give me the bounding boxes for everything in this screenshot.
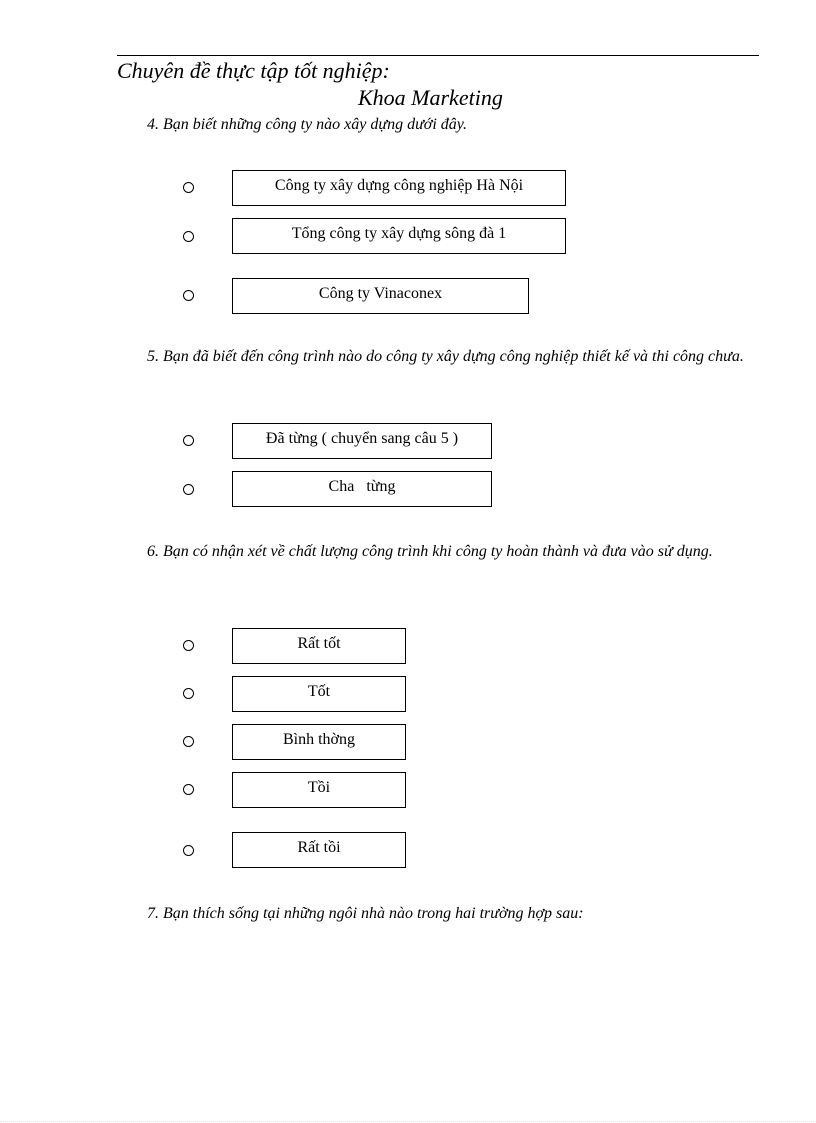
q6-option-3-box[interactable]: Bình thờng bbox=[232, 724, 406, 760]
q6-option-2-radio[interactable] bbox=[183, 688, 194, 699]
question-4: 4. Bạn biết những công ty nào xây dựng dưới đây. bbox=[147, 116, 467, 133]
page-bottom-edge bbox=[0, 1121, 816, 1122]
q6-option-4-radio[interactable] bbox=[183, 784, 194, 795]
q6-option-2-box[interactable]: Tốt bbox=[232, 676, 406, 712]
q5-option-1-radio[interactable] bbox=[183, 435, 194, 446]
q6-option-1-box[interactable]: Rất tốt bbox=[232, 628, 406, 664]
q4-option-1-box[interactable]: Công ty xây dựng công nghiệp Hà Nội bbox=[232, 170, 566, 206]
q6-option-5-box[interactable]: Rất tồi bbox=[232, 832, 406, 868]
q4-option-3-radio[interactable] bbox=[183, 290, 194, 301]
q4-option-1-radio[interactable] bbox=[183, 182, 194, 193]
question-6: 6. Bạn có nhận xét về chất lượng công trình khi công ty hoàn thành và đưa vào sử dụng. bbox=[147, 543, 713, 560]
q4-option-2-radio[interactable] bbox=[183, 231, 194, 242]
page-header-subtitle: Khoa Marketing bbox=[358, 85, 503, 110]
q6-option-5-radio[interactable] bbox=[183, 845, 194, 856]
question-7: 7. Bạn thích sống tại những ngôi nhà nào trong hai trường hợp sau: bbox=[147, 905, 584, 922]
q5-option-2-radio[interactable] bbox=[183, 484, 194, 495]
q4-option-3-box[interactable]: Công ty Vinaconex bbox=[232, 278, 529, 314]
question-5: 5. Bạn đã biết đến công trình nào do công ty xây dựng công nghiệp thiết kế và thi công chưa. bbox=[147, 348, 744, 365]
q6-option-3-radio[interactable] bbox=[183, 736, 194, 747]
q4-option-2-box[interactable]: Tổng công ty xây dựng sông đà 1 bbox=[232, 218, 566, 254]
header-rule bbox=[117, 55, 759, 56]
q5-option-2-box[interactable]: Cha từng bbox=[232, 471, 492, 507]
q6-option-4-box[interactable]: Tồi bbox=[232, 772, 406, 808]
q5-option-1-box[interactable]: Đã từng ( chuyển sang câu 5 ) bbox=[232, 423, 492, 459]
q6-option-1-radio[interactable] bbox=[183, 640, 194, 651]
page-header-title: Chuyên đề thực tập tốt nghiệp: bbox=[117, 58, 390, 83]
